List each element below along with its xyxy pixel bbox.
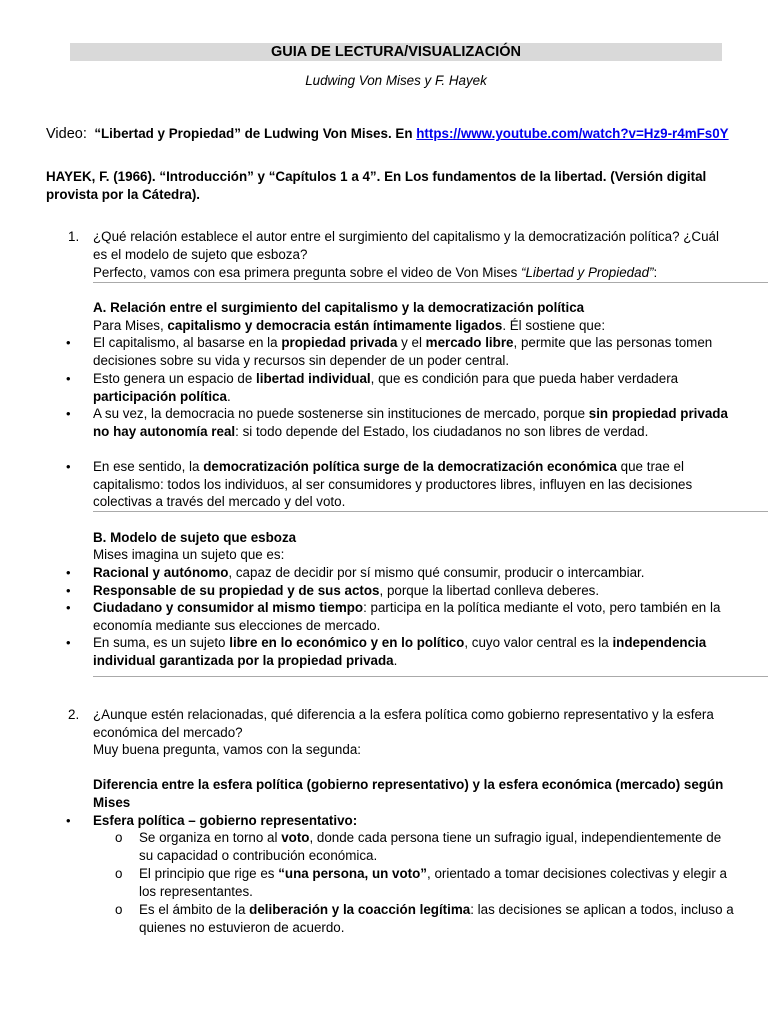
bullet-glyph: • xyxy=(66,459,71,474)
sub-list-item: Se organiza en torno al voto, donde cada persona tiene un sufragio igual, independientemente de su capacidad o contribución económica. xyxy=(139,830,722,863)
section-heading: B. Modelo de sujeto que esboza xyxy=(93,530,297,545)
document-title: GUIA DE LECTURA/VISUALIZACIÓN xyxy=(271,44,521,60)
hayek-reference: HAYEK, F. (1966). “Introducción” y “Capítulos 1 a 4”. En Los fundamentos de la libertad. (Versión digital provista por la Cátedra). xyxy=(46,169,707,202)
bullet-glyph: • xyxy=(66,583,71,598)
list-item: Ciudadano y consumidor al mismo tiempo: participa en la política mediante el voto, pero también en la economía mediante sus elecciones de mercado. xyxy=(93,600,721,633)
list-item: A su vez, la democracia no puede sostenerse sin instituciones de mercado, porque sin propiedad privada no hay autonomía real: si todo depende del Estado, los ciudadanos no son libres de verdad. xyxy=(93,406,728,439)
video-text: “Libertad y Propiedad” de Ludwing Von Mises. En xyxy=(94,126,413,141)
list-item: Responsable de su propiedad y de sus actos, porque la libertad conlleva deberes. xyxy=(93,583,600,598)
bullet-glyph: • xyxy=(66,813,71,828)
list-item: Esfera política – gobierno representativo: xyxy=(93,813,358,828)
section-heading: Diferencia entre la esfera política (gobierno representativo) y la esfera económica (mercado) según Mises xyxy=(93,777,724,810)
bullet-glyph: • xyxy=(66,406,71,421)
question-text: ¿Qué relación establece el autor entre el surgimiento del capitalismo y la democratización política? ¿Cuál es el modelo de sujeto que esboza? xyxy=(93,229,719,262)
list-item: Esto genera un espacio de libertad individual, que es condición para que pueda haber verdadera participación política. xyxy=(93,371,679,404)
sub-bullet-glyph: o xyxy=(115,830,123,845)
bullet-glyph: • xyxy=(66,335,71,350)
video-reference xyxy=(46,125,736,144)
bullet-glyph: • xyxy=(66,565,71,580)
video-title: “Libertad y Propiedad” xyxy=(520,265,654,280)
list-item: Racional y autónomo, capaz de decidir por sí mismo qué consumir, producir o intercambiar. xyxy=(93,565,645,580)
sub-list-item: El principio que rige es “una persona, un voto”, orientado a tomar decisiones colectivas y elegir a los representantes. xyxy=(139,866,727,899)
video-label: Video: xyxy=(46,126,87,142)
section-intro: Mises imagina un sujeto que es: xyxy=(93,547,285,562)
divider xyxy=(93,676,768,677)
answer-intro: Muy buena pregunta, vamos con la segunda: xyxy=(93,742,361,757)
list-item: En ese sentido, la democratización política surge de la democratización económica que trae el capitalismo: todos los individuos, al ser consumidores y productores libres, influyen en las decisiones colectivas a través del mercado y del voto. xyxy=(93,459,693,510)
sub-list-item: Es el ámbito de la deliberación y la coacción legítima: las decisiones se aplican a todos, incluso a quienes no estuvieron de acuerdo. xyxy=(139,902,734,935)
question-number: 2. xyxy=(68,707,80,722)
bullet-glyph: • xyxy=(66,600,71,615)
question-text: ¿Aunque estén relacionadas, qué diferencia a la esfera política como gobierno representativo y la esfera económica del mercado? xyxy=(93,707,714,740)
document-subtitle: Ludwing Von Mises y F. Hayek xyxy=(305,73,487,88)
list-item: El capitalismo, al basarse en la propiedad privada y el mercado libre, permite que las personas tomen decisiones sobre su vida y recursos sin depender de un poder central. xyxy=(93,335,713,368)
video-link[interactable]: https://www.youtube.com/watch?v=Hz9-r4mFs0Y xyxy=(416,126,729,141)
bullet-glyph: • xyxy=(66,635,71,650)
question-number: 1. xyxy=(68,229,80,244)
list-item: En suma, es un sujeto libre en lo económico y en lo político, cuyo valor central es la independencia individual garantizada por la propiedad privada. xyxy=(93,635,707,668)
bullet-glyph: • xyxy=(66,371,71,386)
section-intro: Para Mises, capitalismo y democracia están íntimamente ligados. Él sostiene que: xyxy=(93,318,606,333)
divider xyxy=(93,282,768,283)
sub-bullet-glyph: o xyxy=(115,902,123,917)
answer-intro: Perfecto, vamos con esa primera pregunta sobre el video de Von Mises “Libertad y Propiedad”: xyxy=(93,265,658,280)
section-heading: A. Relación entre el surgimiento del capitalismo y la democratización política xyxy=(93,300,585,315)
sub-bullet-glyph: o xyxy=(115,866,123,881)
divider xyxy=(93,511,768,512)
